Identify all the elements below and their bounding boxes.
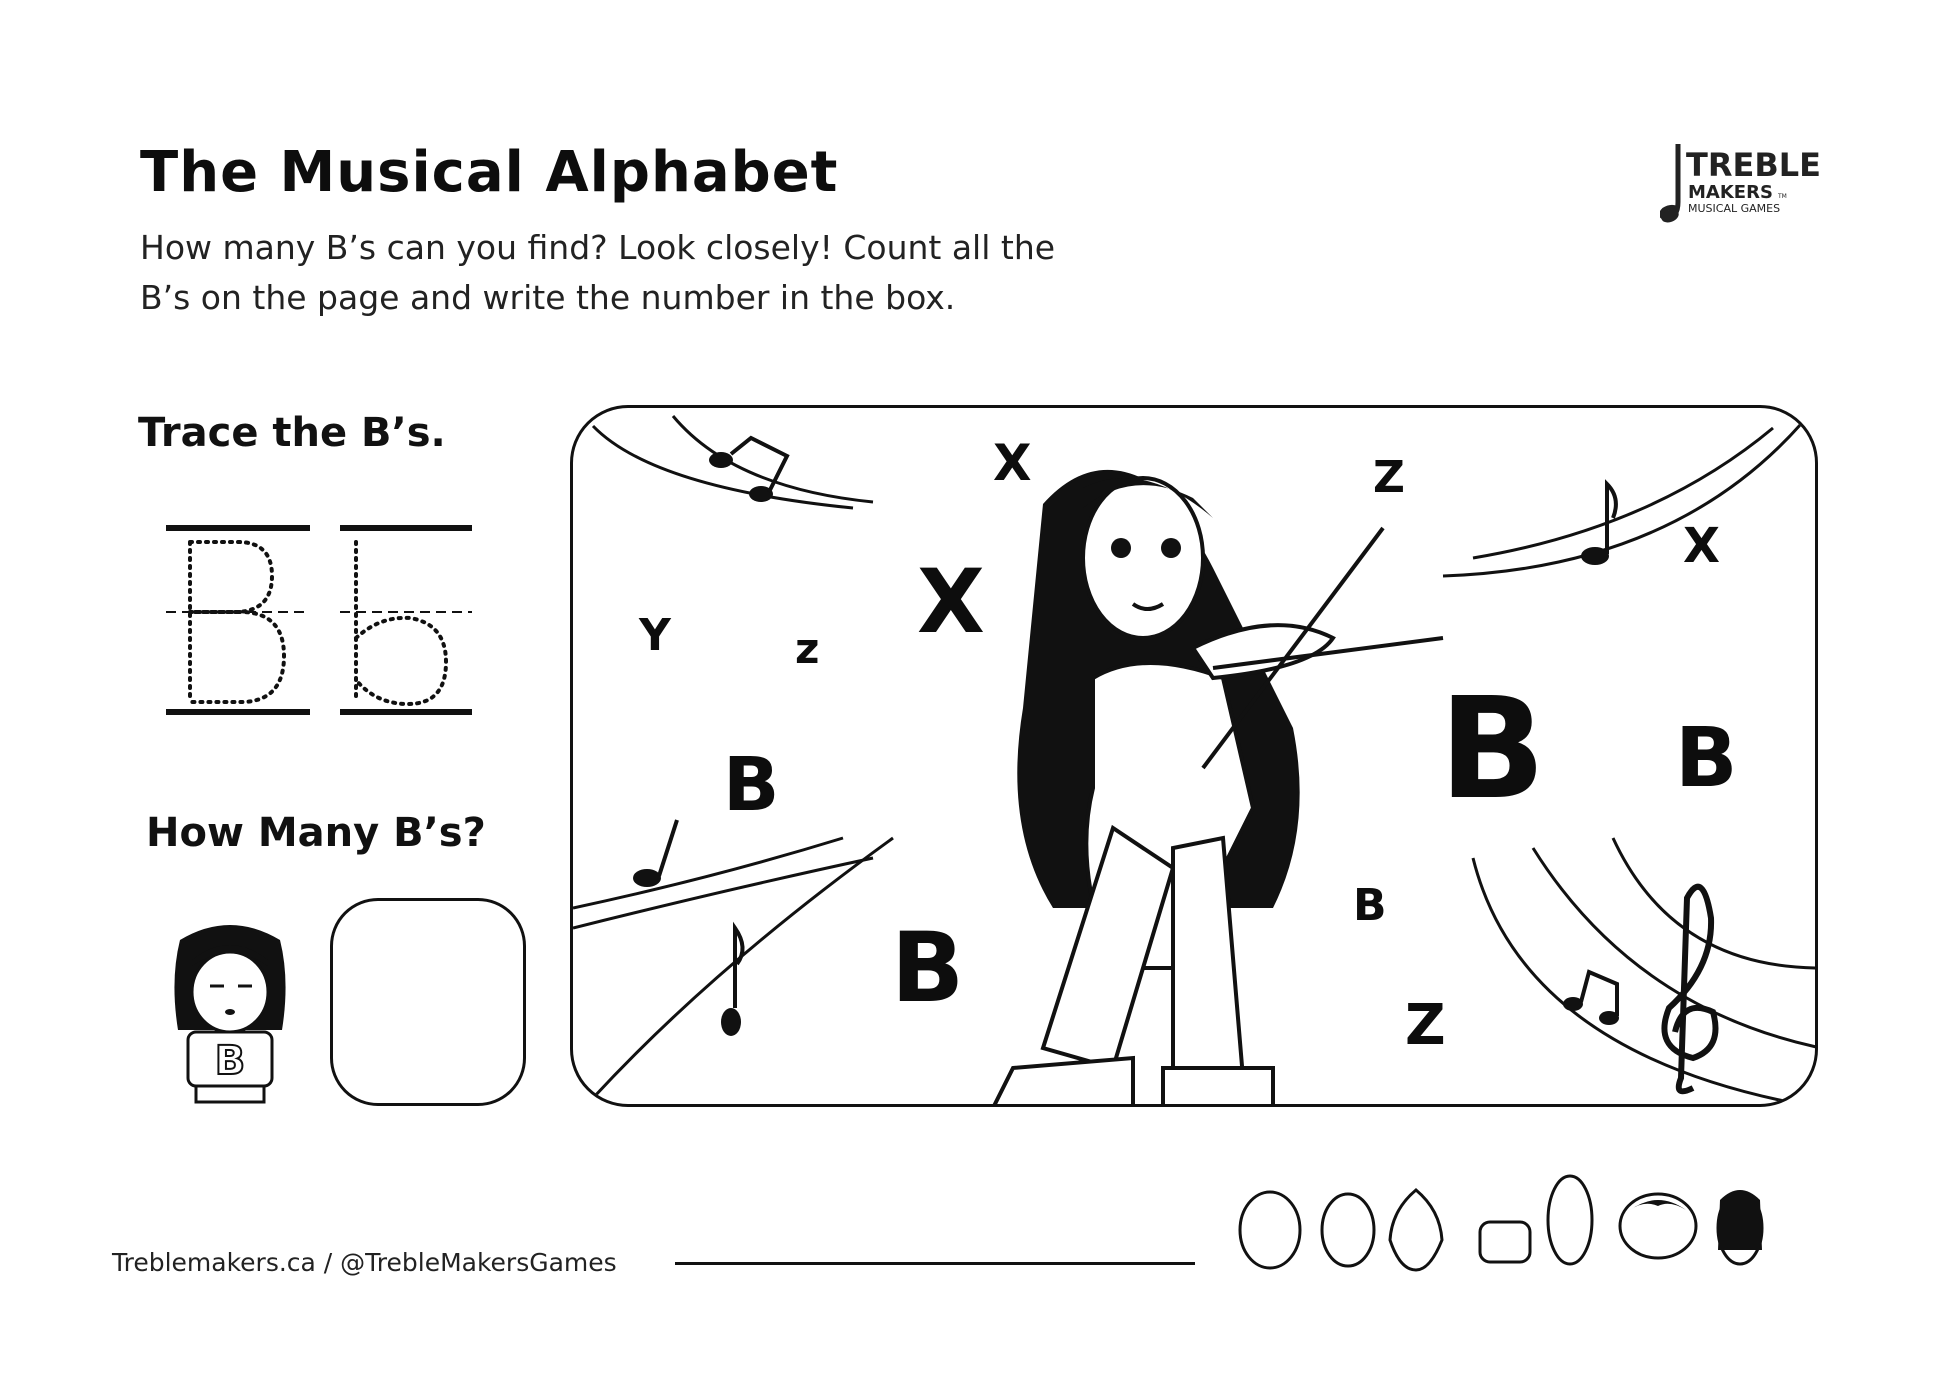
scene-letter-z-top: Z: [1373, 452, 1405, 503]
logo-tm: TM: [1778, 193, 1787, 200]
footer-credits: Treblemakers.ca / @TrebleMakersGames: [112, 1248, 617, 1277]
scene-letter-b-far-right: B: [1675, 711, 1738, 806]
trace-uppercase-b: [190, 542, 284, 702]
count-title: How Many B’s?: [146, 810, 486, 856]
footer-divider: [675, 1262, 1195, 1265]
trace-title: Trace the B’s.: [138, 410, 446, 456]
scene-letter-z-small: z: [795, 624, 820, 673]
character-lineup: [1230, 1170, 1810, 1280]
scene-letter-b-bottom: B: [891, 912, 965, 1024]
instructions-line-1: How many B’s can you find? Look closely! Count all the: [140, 228, 1056, 267]
page-title: The Musical Alphabet: [140, 140, 839, 205]
scene-letter-b-small: B: [1353, 880, 1387, 931]
trace-lowercase-b: [356, 542, 446, 704]
logo-line2: MAKERS: [1688, 182, 1773, 203]
mascot-sign-letter: B: [214, 1038, 246, 1084]
scene-letter-b-big: B: [1439, 668, 1546, 831]
tracing-guide: [160, 520, 480, 720]
answer-box[interactable]: [330, 898, 526, 1106]
scene-letter-y: Y: [639, 610, 671, 661]
treble-makers-logo: [1660, 140, 1840, 230]
instructions-line-2: B’s on the page and write the number in the box.: [140, 278, 956, 317]
mascot-holding-b: [150, 920, 310, 1110]
violinist-girl: [993, 470, 1443, 1107]
logo-line3: MUSICAL GAMES: [1688, 202, 1781, 215]
search-scene: [570, 405, 1818, 1107]
scene-letter-x-top: X: [993, 434, 1032, 492]
scene-letter-b-left: B: [723, 742, 780, 828]
scene-letter-z-bottom: Z: [1405, 993, 1446, 1058]
scene-letter-x-big: X: [917, 550, 985, 653]
logo-line1: TREBLE: [1686, 146, 1821, 184]
scene-letter-x-right: X: [1683, 518, 1721, 574]
